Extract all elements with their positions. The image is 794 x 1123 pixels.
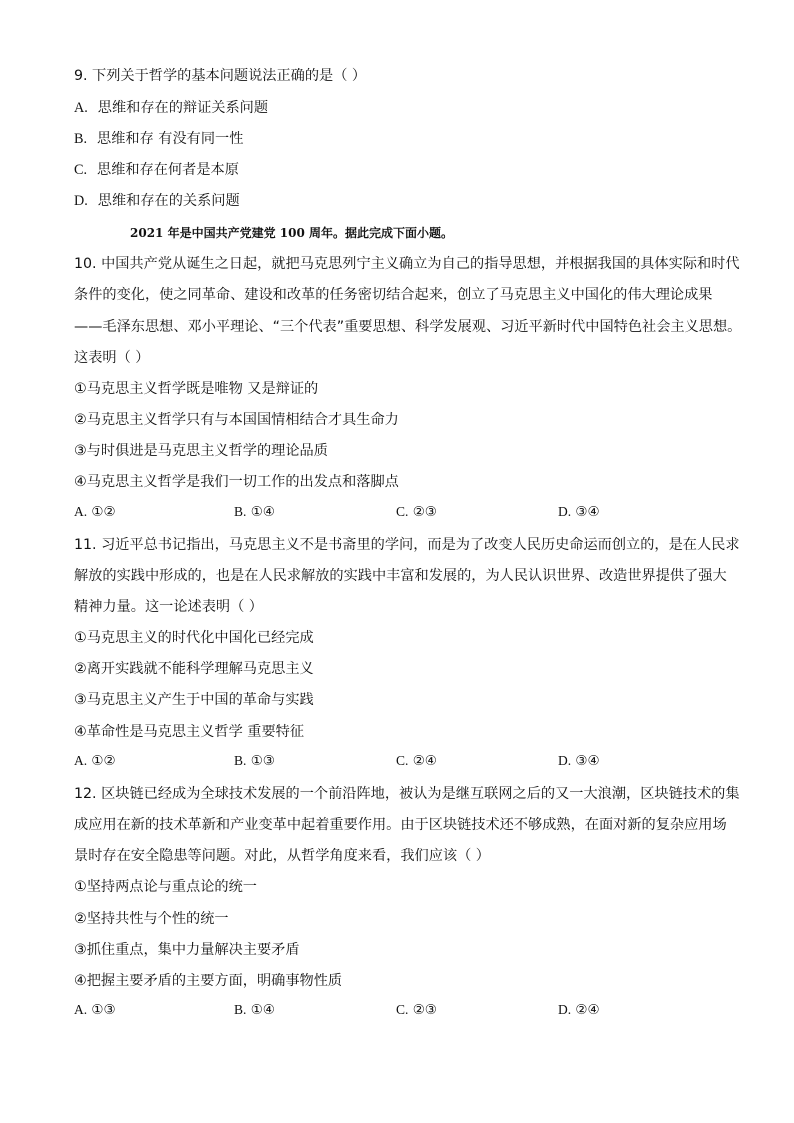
q10-stem-line-2: 条件的变化，使之同革命、建设和改革的任务密切结合起来，创立了马克思主义中国化的伟大理论成果 [74,287,713,303]
q10-stem-line-1: 10. 中国共产党从诞生之日起，就把马克思列宁主义确立为自己的指导思想，并根据我国的具体实际和时代 [74,256,740,272]
q12-statement-4: ④把握主要矛盾的主要方面，明确事物性质 [74,973,343,989]
q9-option-a[interactable] [74,98,268,118]
q10-choice-a[interactable] [74,504,116,520]
q12-choice-d[interactable] [558,1002,600,1018]
choice-label: C. [396,504,409,519]
q11-choice-d[interactable] [558,753,600,769]
q11-choice-a[interactable] [74,753,116,769]
choice-label: A. [74,1002,88,1017]
q10-statement-1: ①马克思主义哲学既是唯物 又是辩证的 [74,381,319,397]
q10-stem-line-4: 这表明（ ） [74,350,150,366]
section-note: 2021 年是中国共产党建党 100 周年。据此完成下面小题。 [130,226,453,240]
option-text: 思维和存在的关系问题 [97,193,240,209]
option-label: D. [74,193,88,209]
choice-label: D. [558,504,572,519]
q12-stem-line-2: 成应用在新的技术革新和产业变革中起着重要作用。由于区块链技术还不够成熟，在面对新的复杂应用场 [74,817,727,833]
choice-text: ②③ [412,1002,437,1018]
q11-statement-4: ④革命性是马克思主义哲学 重要特征 [74,724,305,740]
choice-label: C. [396,1002,409,1017]
choice-label: A. [74,504,88,519]
option-label: B. [74,131,88,147]
choice-text: ①③ [91,1002,116,1018]
choice-label: C. [396,753,409,768]
q12-choice-c[interactable] [396,1002,437,1018]
choice-text: ②③ [412,504,437,520]
q12-stem-line-1: 12. 区块链已经成为全球技术发展的一个前沿阵地，被认为是继互联网之后的又一大浪潮，区块链技术的集 [74,786,740,802]
q9-stem: 9. 下列关于哲学的基本问题说法正确的是（ ） [74,68,367,84]
choice-label: B. [234,504,247,519]
choice-text: ③④ [575,753,600,769]
q12-statement-1: ①坚持两点论与重点论的统一 [74,879,257,895]
q10-choices [74,504,694,524]
q9-option-d[interactable] [74,191,240,211]
q12-statement-2: ②坚持共性与个性的统一 [74,911,229,927]
q10-choice-d[interactable] [558,504,600,520]
choice-text: ②④ [412,753,437,769]
option-label: C. [74,162,88,178]
q10-stem-line-3: ——毛泽东思想、邓小平理论、“三个代表”重要思想、科学发展观、习近平新时代中国特色社会主义思想。 [74,319,742,335]
q9-option-c[interactable] [74,160,239,180]
q11-choices [74,753,694,773]
choice-text: ①② [91,504,116,520]
choice-label: A. [74,753,88,768]
q10-choice-c[interactable] [396,504,437,520]
q11-stem-line-1: 11. 习近平总书记指出，马克思主义不是书斋里的学问，而是为了改变人民历史命运而创立的，是在人民求 [74,537,740,553]
q10-choice-b[interactable] [234,504,275,520]
choice-text: ①② [91,753,116,769]
q11-stem-line-2: 解放的实践中形成的，也是在人民求解放的实践中丰富和发展的，为人民认识世界、改造世界提供了强大 [74,568,727,584]
q10-statement-3: ③与时俱进是马克思主义哲学的理论品质 [74,443,328,459]
q11-stem-line-3: 精神力量。这一论述表明（ ） [74,599,263,615]
q11-choice-c[interactable] [396,753,437,769]
q12-choices [74,1002,694,1022]
choice-text: ①③ [250,753,275,769]
q12-stem-line-3: 景时存在安全隐患等问题。对此，从哲学角度来看，我们应该（ ） [74,848,490,864]
q12-statement-3: ③抓住重点，集中力量解决主要矛盾 [74,942,300,958]
choice-text: ①④ [250,504,275,520]
choice-text: ①④ [250,1002,275,1018]
choice-label: B. [234,753,247,768]
q10-statement-2: ②马克思主义哲学只有与本国国情相结合才具生命力 [74,412,399,428]
q11-statement-3: ③马克思主义产生于中国的革命与实践 [74,692,314,708]
choice-label: D. [558,753,572,768]
q9-option-b[interactable] [74,129,243,149]
q12-choice-b[interactable] [234,1002,275,1018]
option-label: A. [74,100,88,116]
q11-choice-b[interactable] [234,753,275,769]
q12-choice-a[interactable] [74,1002,116,1018]
option-text: 思维和存在的辩证关系问题 [97,100,269,116]
choice-text: ③④ [575,504,600,520]
choice-text: ②④ [575,1002,600,1018]
choice-label: B. [234,1002,247,1017]
option-text: 思维和存 有没有同一性 [97,131,244,147]
q11-statement-1: ①马克思主义的时代化中国化已经完成 [74,630,314,646]
option-text: 思维和存在何者是本原 [97,162,239,178]
q11-statement-2: ②离开实践就不能科学理解马克思主义 [74,661,314,677]
q10-statement-4: ④马克思主义哲学是我们一切工作的出发点和落脚点 [74,474,399,490]
choice-label: D. [558,1002,572,1017]
